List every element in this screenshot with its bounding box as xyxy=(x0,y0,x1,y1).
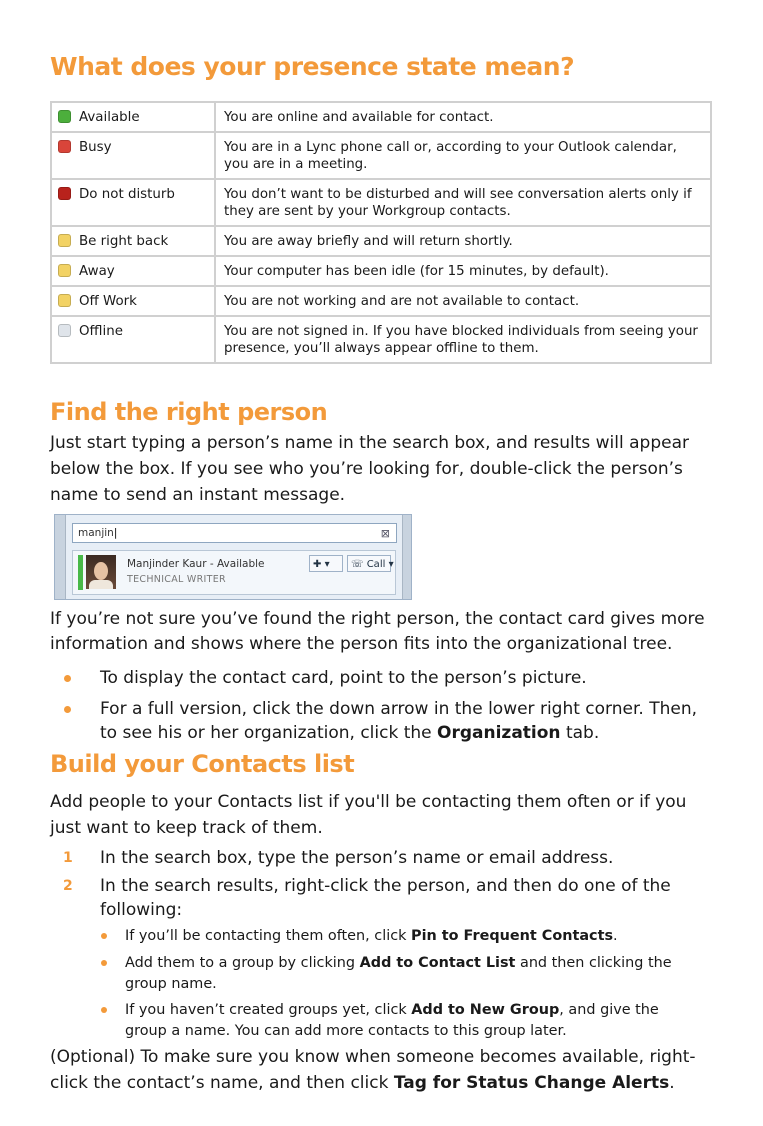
search-result-item[interactable] xyxy=(72,550,396,595)
presence-description: You are not signed in. If you have blocked individuals from seeing your presence, you’ll always appear offline to them. xyxy=(215,316,711,363)
add-contact-list-label: Add to Contact List xyxy=(359,955,516,971)
available-presence-bar xyxy=(78,555,83,590)
presence-description: You are not working and are not available to contact. xyxy=(215,286,711,316)
screenshot-left-edge xyxy=(55,515,66,599)
list-item-text: To display the contact card, point to the person’s picture. xyxy=(100,668,587,688)
presence-row xyxy=(51,316,711,363)
sub-list-item xyxy=(125,926,705,947)
list-item-text: tab. xyxy=(560,723,600,743)
presence-row xyxy=(51,179,711,226)
presence-state-cell xyxy=(51,102,215,132)
list-item xyxy=(100,666,710,690)
search-screenshot xyxy=(54,514,412,600)
bullet-icon xyxy=(101,960,107,966)
sub-list-text: If you’ll be contacting them often, click xyxy=(125,928,412,944)
presence-status-icon xyxy=(58,264,71,277)
chevron-down-icon: ▾ xyxy=(388,559,394,570)
presence-row xyxy=(51,256,711,286)
optional-text: (Optional) To make sure you know when someone becomes available, right-click the contact’s name, and then click xyxy=(50,1047,696,1093)
contact-name: Manjinder Kaur - Available xyxy=(127,558,265,570)
presence-state-cell xyxy=(51,132,215,179)
presence-state-label: Busy xyxy=(79,140,112,155)
presence-state-cell xyxy=(51,286,215,316)
contact-picture[interactable] xyxy=(86,555,116,589)
add-contact-button[interactable] xyxy=(309,555,343,572)
presence-description: You don’t want to be disturbed and will see conversation alerts only if they are sent by your Workgroup contacts. xyxy=(215,179,711,226)
sub-list-item xyxy=(125,1000,705,1042)
step-number: 2 xyxy=(63,878,73,894)
list-item-text: For a full version, click the down arrow in the lower right corner. Then, to see his or her organization, click the xyxy=(100,699,698,743)
presence-row xyxy=(51,286,711,316)
chevron-down-icon: ▾ xyxy=(324,559,330,570)
optional-text: . xyxy=(669,1073,675,1093)
presence-row xyxy=(51,226,711,256)
organization-tab-label: Organization xyxy=(437,723,561,743)
sub-list-text: Add them to a group by clicking xyxy=(125,955,360,971)
presence-state-cell xyxy=(51,226,215,256)
presence-state-label: Offline xyxy=(79,324,123,339)
bullet-icon xyxy=(64,706,71,713)
search-value: manjin xyxy=(78,527,114,539)
find-heading: Find the right person xyxy=(50,398,328,426)
presence-state-cell xyxy=(51,179,215,226)
presence-description: Your computer has been idle (for 15 minutes, by default). xyxy=(215,256,711,286)
presence-status-icon xyxy=(58,140,71,153)
presence-state-cell xyxy=(51,316,215,363)
sub-list-text: and then clicking the group name. xyxy=(125,955,672,992)
presence-table xyxy=(50,101,712,364)
presence-description: You are online and available for contact. xyxy=(215,102,711,132)
presence-state-cell xyxy=(51,256,215,286)
list-item xyxy=(100,697,710,745)
call-button[interactable] xyxy=(347,555,394,572)
clear-search-icon[interactable]: ⊠ xyxy=(380,527,390,540)
presence-state-label: Do not disturb xyxy=(79,187,175,202)
sub-list-item xyxy=(125,953,705,995)
presence-row xyxy=(51,132,711,179)
presence-row xyxy=(51,102,711,132)
list-item xyxy=(63,846,710,870)
list-item xyxy=(63,874,710,922)
contact-title: TECHNICAL WRITER xyxy=(127,574,226,585)
sub-list-text: If you haven’t created groups yet, click xyxy=(125,1002,412,1018)
find-intro: Just start typing a person’s name in the search box, and results will appear below the box. If you see who you’re looking for, double-click the person’s name to send an instant message. xyxy=(50,433,689,505)
add-new-group-label: Add to New Group xyxy=(411,1002,560,1018)
pin-command-label: Pin to Frequent Contacts xyxy=(411,928,614,944)
build-intro: Add people to your Contacts list if you'll be contacting them often or if you just want to keep track of them. xyxy=(50,792,687,838)
presence-status-icon xyxy=(58,234,71,247)
bullet-icon xyxy=(64,675,71,682)
presence-state-label: Available xyxy=(79,110,140,125)
presence-description: You are away briefly and will return shortly. xyxy=(215,226,711,256)
presence-status-icon xyxy=(58,294,71,307)
tag-alerts-label: Tag for Status Change Alerts xyxy=(393,1073,670,1093)
presence-state-label: Be right back xyxy=(79,234,169,249)
presence-description: You are in a Lync phone call or, according to your Outlook calendar, you are in a meeting. xyxy=(215,132,711,179)
bullet-icon xyxy=(101,933,107,939)
sub-list-text: , and give the group a name. You can add more contacts to this group later. xyxy=(125,1002,659,1039)
screenshot-right-edge xyxy=(402,515,411,599)
presence-heading: What does your presence state mean? xyxy=(50,52,575,81)
list-item-text: In the search box, type the person’s name or email address. xyxy=(100,848,614,868)
presence-status-icon xyxy=(58,324,71,337)
presence-state-label: Away xyxy=(79,264,115,279)
presence-status-icon xyxy=(58,110,71,123)
sub-list-text: . xyxy=(613,928,618,944)
contact-card-paragraph: If you’re not sure you’ve found the right person, the contact card gives more information and shows where the person fits into the organizational tree. xyxy=(50,609,705,654)
add-contact-icon: ✚ xyxy=(313,559,322,570)
phone-icon: ☏ xyxy=(351,559,364,570)
presence-state-label: Off Work xyxy=(79,294,137,309)
build-heading: Build your Contacts list xyxy=(50,750,355,778)
optional-paragraph xyxy=(50,1044,710,1096)
call-label: Call xyxy=(366,559,386,570)
presence-status-icon xyxy=(58,187,71,200)
bullet-icon xyxy=(101,1007,107,1013)
step-number: 1 xyxy=(63,850,73,866)
list-item-text: In the search results, right-click the person, and then do one of the following: xyxy=(100,876,671,920)
search-input[interactable]: manjin| ⊠ xyxy=(72,523,397,543)
